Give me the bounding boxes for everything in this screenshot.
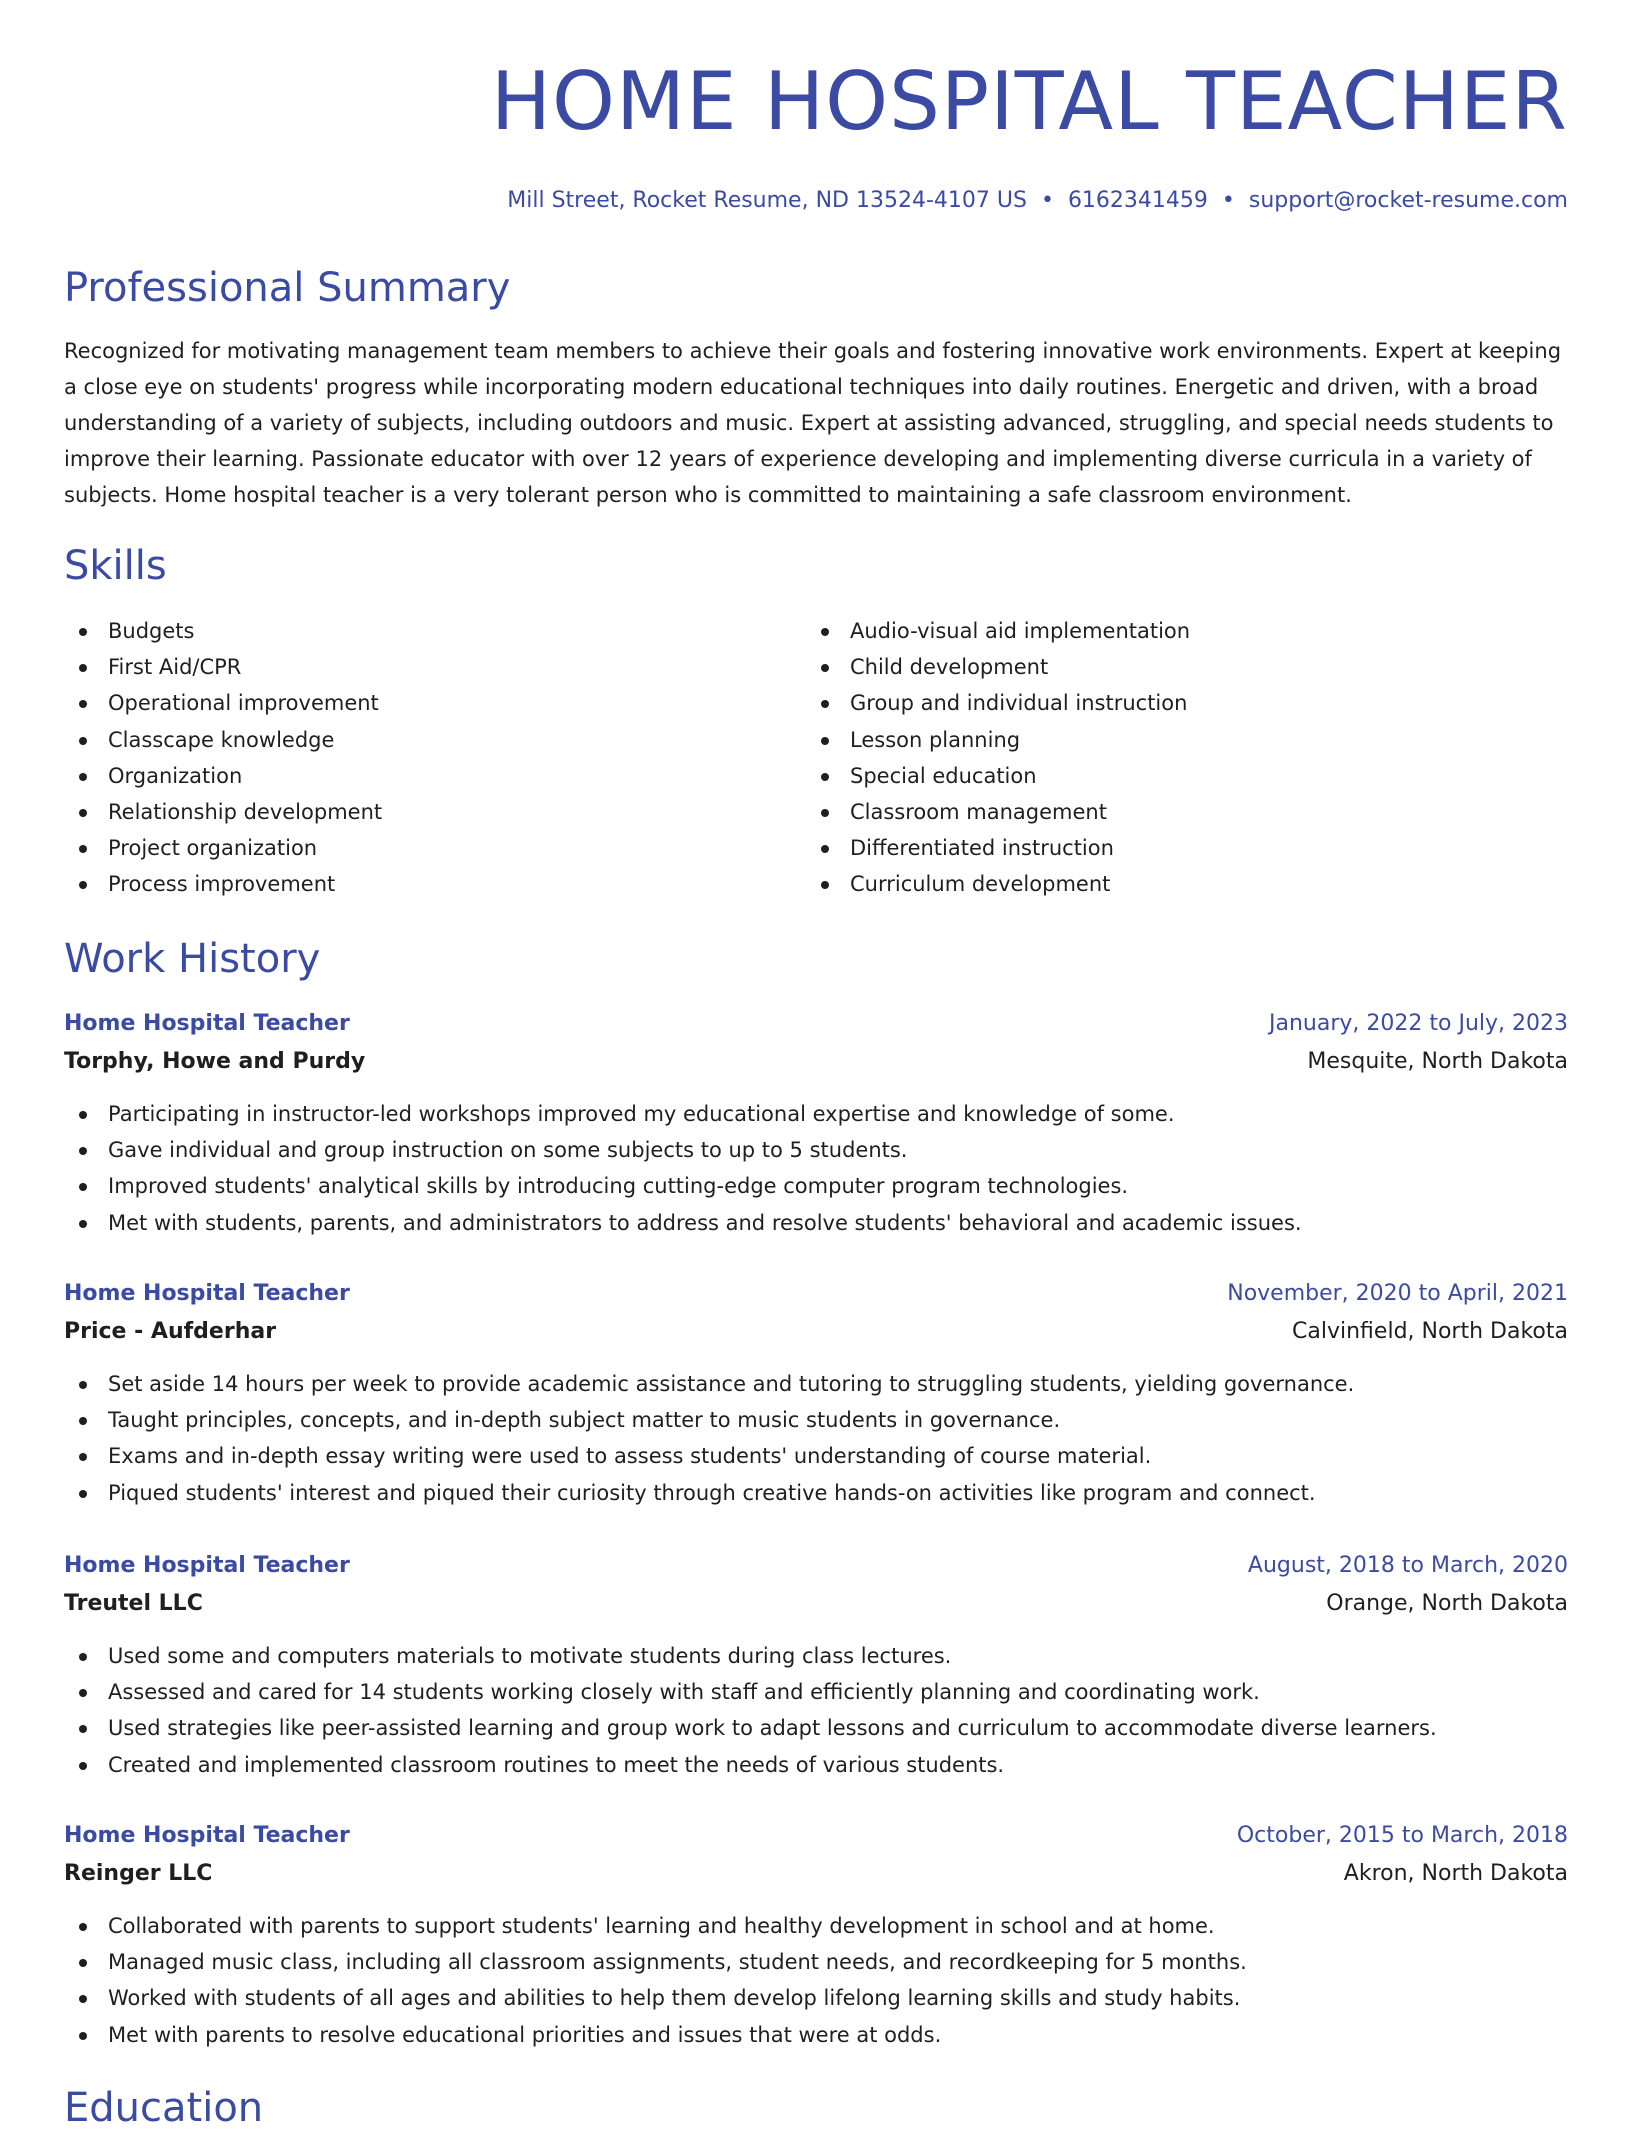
skill-item: Curriculum development xyxy=(806,866,1548,902)
job-duty: Met with students, parents, and administrators to address and resolve students' behavioral and academic issues. xyxy=(64,1205,1568,1241)
job-dates: October, 2015 to March, 2018 xyxy=(1236,1823,1568,1848)
summary-text: Recognized for motivating management team members to achieve their goals and fostering innovative work environments. Expert at keeping a close eye on students' progress while incorporating modern educational techniques into daily routines. Energetic and driven, with a broad understanding of a variety of subjects, including outdoors and music. Expert at assisting advanced, struggling, and special needs students to improve their learning. Passionate educator with over 12 years of experience developing and implementing diverse curricula in a variety of subjects. Home hospital teacher is a very tolerant person who is committed to maintaining a safe classroom environment. xyxy=(64,339,1562,507)
job-entry xyxy=(64,1548,1568,1783)
skills-heading: Skills xyxy=(64,543,167,589)
job-duty: Gave individual and group instruction on some subjects to up to 5 students. xyxy=(64,1132,1568,1168)
skills-column-left xyxy=(64,613,806,903)
job-duty: Exams and in-depth essay writing were used to assess students' understanding of course material. xyxy=(64,1438,1568,1474)
skill-item: Organization xyxy=(64,758,806,794)
job-company: Treutel LLC xyxy=(64,1591,203,1616)
job-duties xyxy=(64,1638,1568,1783)
job-duty: Used strategies like peer-assisted learning and group work to adapt lessons and curriculum to accommodate diverse learners. xyxy=(64,1710,1568,1746)
skill-item: Budgets xyxy=(64,613,806,649)
contact-address: Mill Street, Rocket Resume, ND 13524-4107 US xyxy=(507,188,1027,213)
skill-item: First Aid/CPR xyxy=(64,649,806,685)
job-dates: August, 2018 to March, 2020 xyxy=(1247,1553,1568,1578)
skill-item: Relationship development xyxy=(64,794,806,830)
job-company: Price - Aufderhar xyxy=(64,1319,277,1344)
job-duties xyxy=(64,1366,1568,1511)
job-dates: January, 2022 to July, 2023 xyxy=(1269,1011,1568,1036)
skill-item: Differentiated instruction xyxy=(806,830,1548,866)
work-history-heading: Work History xyxy=(64,936,321,982)
job-location: Orange, North Dakota xyxy=(1326,1591,1568,1616)
job-title: Home Hospital Teacher xyxy=(64,1823,350,1848)
job-duty: Participating in instructor-led workshops improved my educational expertise and knowledge of some. xyxy=(64,1096,1568,1132)
job-duties xyxy=(64,1096,1568,1241)
job-location: Calvinfield, North Dakota xyxy=(1292,1319,1568,1344)
skills-column-right xyxy=(806,613,1548,903)
contact-phone: 6162341459 xyxy=(1067,188,1208,213)
job-duty: Set aside 14 hours per week to provide academic assistance and tutoring to struggling students, yielding governance. xyxy=(64,1366,1568,1402)
skill-item: Operational improvement xyxy=(64,685,806,721)
summary-heading: Professional Summary xyxy=(64,265,511,311)
job-entry xyxy=(64,1276,1568,1511)
job-duty: Met with parents to resolve educational priorities and issues that were at odds. xyxy=(64,2017,1568,2053)
skill-item: Classcape knowledge xyxy=(64,722,806,758)
contact-line xyxy=(64,186,1568,216)
job-duty: Used some and computers materials to motivate students during class lectures. xyxy=(64,1638,1568,1674)
job-duty: Worked with students of all ages and abilities to help them develop lifelong learning skills and study habits. xyxy=(64,1980,1568,2016)
job-dates: November, 2020 to April, 2021 xyxy=(1227,1281,1568,1306)
job-location: Mesquite, North Dakota xyxy=(1307,1049,1568,1074)
resume-page xyxy=(64,0,1568,2131)
skill-item: Process improvement xyxy=(64,866,806,902)
job-title: Home Hospital Teacher xyxy=(64,1553,350,1578)
skill-item: Lesson planning xyxy=(806,722,1548,758)
skill-item: Audio-visual aid implementation xyxy=(806,613,1548,649)
job-company: Reinger LLC xyxy=(64,1861,213,1886)
job-duty: Created and implemented classroom routines to meet the needs of various students. xyxy=(64,1747,1568,1783)
job-duty: Taught principles, concepts, and in-depth subject matter to music students in governance. xyxy=(64,1402,1568,1438)
job-duty: Managed music class, including all classroom assignments, student needs, and recordkeeping for 5 months. xyxy=(64,1944,1568,1980)
skills-list xyxy=(64,613,1568,903)
skill-item: Child development xyxy=(806,649,1548,685)
job-entry xyxy=(64,1006,1568,1241)
job-duty: Collaborated with parents to support students' learning and healthy development in school and at home. xyxy=(64,1908,1568,1944)
job-title: Home Hospital Teacher xyxy=(64,1011,350,1036)
skill-item: Project organization xyxy=(64,830,806,866)
skill-item: Classroom management xyxy=(806,794,1548,830)
job-company: Torphy, Howe and Purdy xyxy=(64,1049,366,1074)
skill-item: Special education xyxy=(806,758,1548,794)
job-title: Home Hospital Teacher xyxy=(64,1281,350,1306)
resume-name: HOME HOSPITAL TEACHER xyxy=(490,55,1568,148)
job-duty: Piqued students' interest and piqued their curiosity through creative hands-on activities like program and connect. xyxy=(64,1475,1568,1511)
job-duties xyxy=(64,1908,1568,2053)
contact-separator: • xyxy=(1221,188,1235,213)
job-location: Akron, North Dakota xyxy=(1343,1861,1568,1886)
skill-item: Group and individual instruction xyxy=(806,685,1548,721)
contact-separator: • xyxy=(1040,188,1054,213)
contact-email: support@rocket-resume.com xyxy=(1248,188,1568,213)
job-duty: Improved students' analytical skills by introducing cutting-edge computer program technologies. xyxy=(64,1168,1568,1204)
job-duty: Assessed and cared for 14 students working closely with staff and efficiently planning and coordinating work. xyxy=(64,1674,1568,1710)
education-heading: Education xyxy=(64,2085,264,2131)
job-entry xyxy=(64,1818,1568,2053)
